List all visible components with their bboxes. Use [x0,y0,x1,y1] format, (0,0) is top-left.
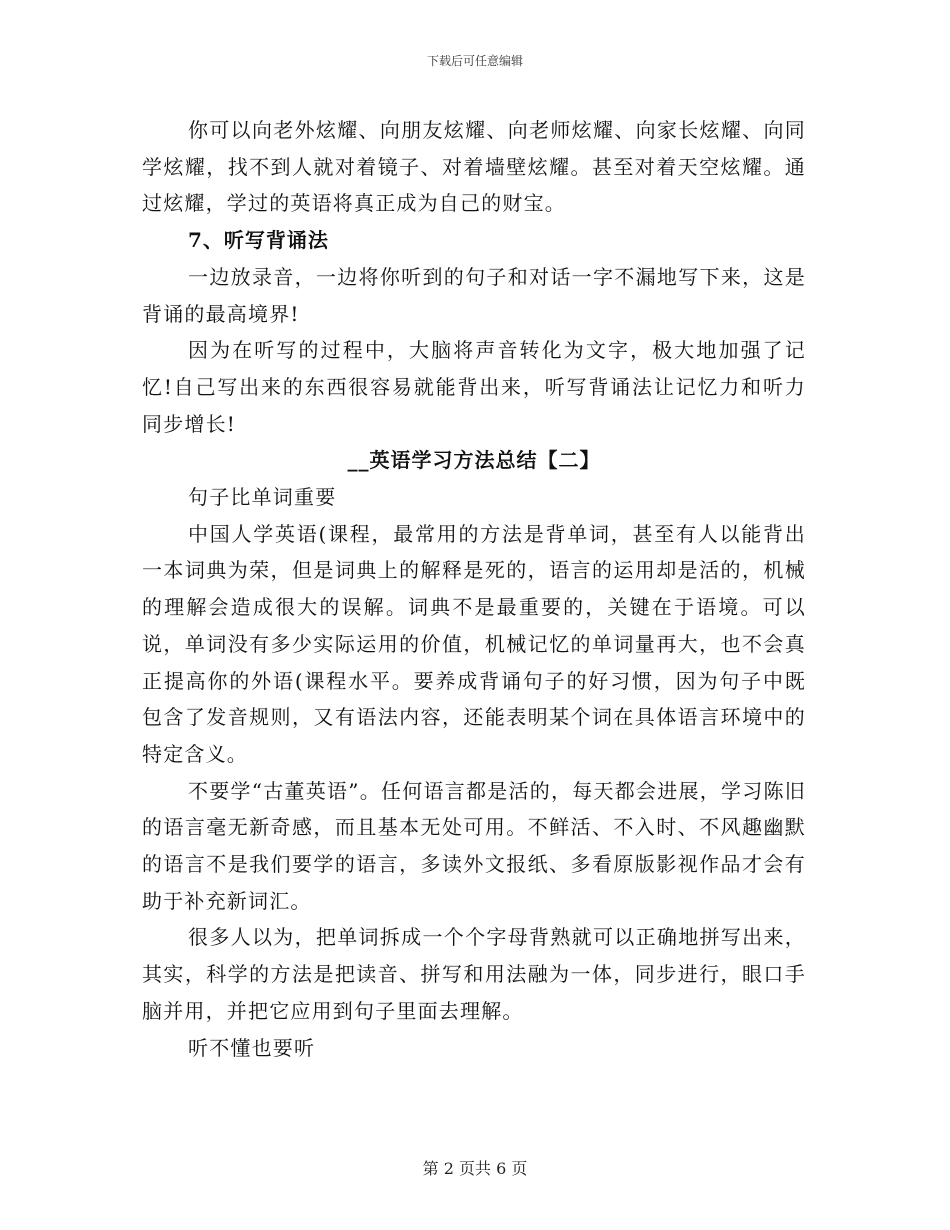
paragraph-dictation-reason: 因为在听写的过程中，大脑将声音转化为文字，极大地加强了记忆!自己写出来的东西很容易就能背出来，听写背诵法让记忆力和听力同步增长! [142,338,806,436]
paragraph-spelling-method: 很多人以为，把单词拆成一个个字母背熟就可以正确地拼写出来，其实，科学的方法是把读音、拼写和用法融为一体，同步进行，眼口手脑并用，并把它应用到句子里面去理解。 [142,925,806,1023]
heading-dictation-recitation: 7、听写背诵法 [188,228,329,253]
page-header: 下载后可任意编辑 [426,54,523,68]
page-footer: 第 2 页共 6 页 [422,1159,528,1178]
section-title-part-two: __英语学习方法总结【二】 [347,448,601,473]
paragraph-antique-english: 不要学“古董英语”。任何语言都是活的，每天都会进展，学习陈旧的语言毫无新奇感，而且基本无处可用。不鲜活、不入时、不风趣幽默的语言不是我们要学的语言，多读外文报纸、多看原版影视作品才会有助于补充新词汇。 [142,778,806,913]
document-body [142,112,806,1066]
paragraph-sentences-over-words: 句子比单词重要 [188,485,337,510]
paragraph-show-off: 你可以向老外炫耀、向朋友炫耀、向老师炫耀、向家长炫耀、向同学炫耀，找不到人就对着镜子、对着墙壁炫耀。甚至对着天空炫耀。通过炫耀，学过的英语将真正成为自己的财宝。 [142,118,806,216]
paragraph-chinese-learners: 中国人学英语(课程，最常用的方法是背单词，甚至有人以能背出一本词典为荣，但是词典上的解释是死的，语言的运用却是活的，机械的理解会造成很大的误解。词典不是最重要的，关键在于语境。可以说，单词没有多少实际运用的价值，机械记忆的单词量再大，也不会真正提高你的外语(课程水平。要养成背诵句子的好习惯，因为句子中既包含了发音规则，又有语法内容，还能表明某个词在具体语言环境中的特定含义。 [142,521,806,766]
paragraph-dictation-intro: 一边放录音，一边将你听到的句子和对话一字不漏地写下来，这是背诵的最高境界! [142,264,806,326]
paragraph-keep-listening: 听不懂也要听 [188,1035,316,1060]
